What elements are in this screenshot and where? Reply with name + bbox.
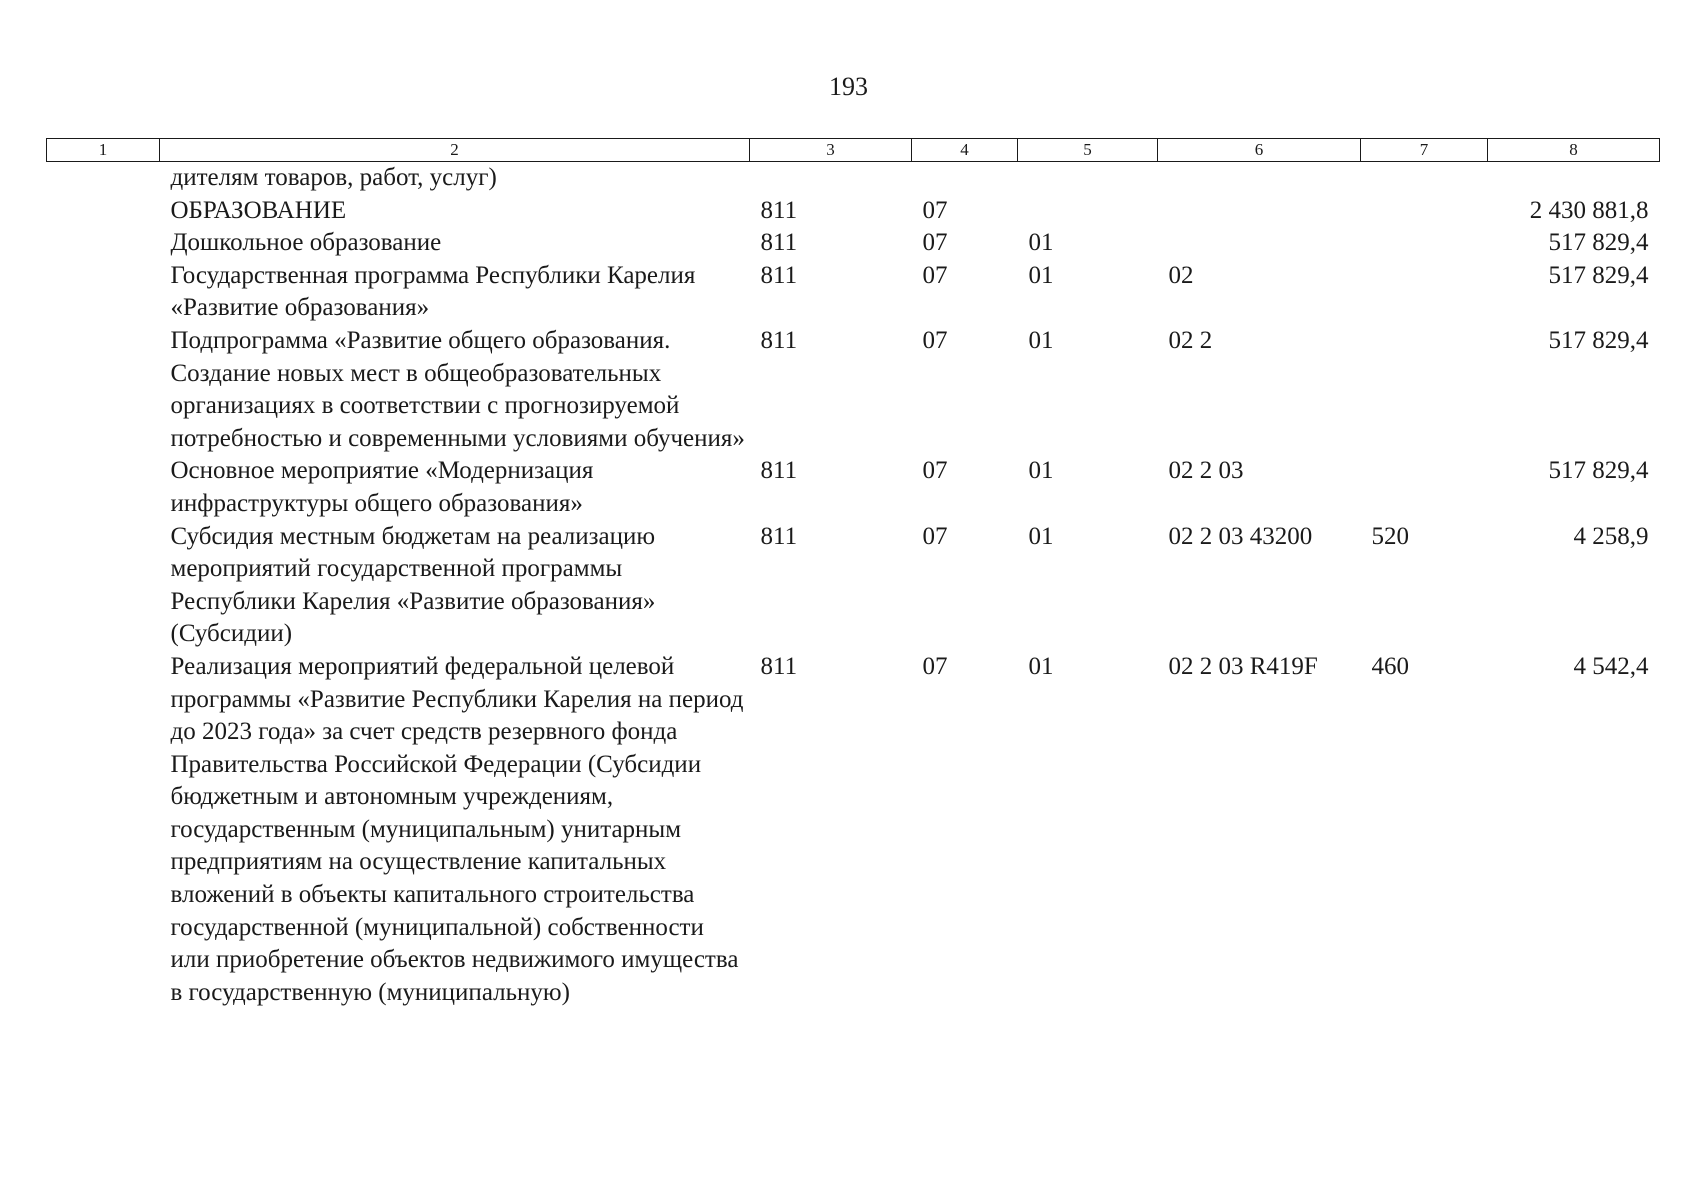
- ministry-code: 811: [760, 261, 798, 289]
- target-article-code: 02: [1168, 261, 1194, 289]
- amount: [1488, 162, 1660, 195]
- item-name: Подпрограмма «Развитие общего образования. Создание новых мест в общеобразовательных организациях в соответствии с прогнозируемой потребностью и современными условиями обучения»: [170, 326, 745, 452]
- row-index-cell: [47, 227, 160, 260]
- subsection-code: 01: [1028, 457, 1054, 485]
- expense-type-code: 520: [1371, 522, 1409, 550]
- budget-table: [46, 138, 1660, 1009]
- column-number-1: 1: [47, 139, 160, 162]
- section-code: 07: [922, 522, 948, 550]
- column-number-7: 7: [1361, 139, 1488, 162]
- ministry-code: 811: [760, 652, 798, 680]
- ministry-code: 811: [760, 522, 798, 550]
- item-name: Дошкольное образование: [170, 229, 442, 257]
- expense-type-code: [1361, 325, 1488, 455]
- column-number-3: 3: [750, 139, 912, 162]
- expense-type-code: 460: [1371, 652, 1409, 680]
- amount: 4 542,4: [1573, 652, 1649, 680]
- column-number-5: 5: [1018, 139, 1158, 162]
- table-row: [47, 325, 1660, 455]
- row-index-cell: [47, 455, 160, 520]
- column-number-2: 2: [160, 139, 750, 162]
- row-index-cell: [47, 260, 160, 325]
- target-article-code: [1158, 162, 1361, 195]
- amount: 517 829,4: [1548, 261, 1649, 289]
- subsection-code: 01: [1028, 652, 1054, 680]
- expense-type-code: [1361, 195, 1488, 228]
- subsection-code: [1018, 195, 1158, 228]
- row-index-cell: [47, 195, 160, 228]
- table-row: [47, 227, 1660, 260]
- row-index-cell: [47, 325, 160, 455]
- target-article-code: 02 2 03: [1168, 457, 1244, 485]
- row-index-cell: [47, 521, 160, 651]
- target-article-code: [1158, 195, 1361, 228]
- item-name: Субсидия местным бюджетам на реализацию мероприятий государственной программы Республики Карелия «Развитие образования» (Субсидии): [170, 522, 656, 648]
- table-row: [47, 260, 1660, 325]
- expense-type-code: [1361, 260, 1488, 325]
- ministry-code: 811: [760, 229, 798, 257]
- target-article-code: 02 2 03 R419F: [1168, 652, 1318, 680]
- amount: 517 829,4: [1548, 457, 1649, 485]
- section-code: 07: [922, 457, 948, 485]
- target-article-code: 02 2: [1168, 326, 1213, 354]
- section-code: 07: [922, 326, 948, 354]
- header-row: [47, 139, 1660, 162]
- table-row: [47, 521, 1660, 651]
- section-code: 07: [922, 261, 948, 289]
- table-row: [47, 162, 1660, 195]
- ministry-code: [750, 162, 912, 195]
- row-index-cell: [47, 162, 160, 195]
- subsection-code: 01: [1028, 522, 1054, 550]
- subsection-code: [1018, 162, 1158, 195]
- item-name: ОБРАЗОВАНИЕ: [170, 196, 347, 224]
- section-code: 07: [922, 652, 948, 680]
- table-row: [47, 195, 1660, 228]
- amount: 517 829,4: [1548, 229, 1649, 257]
- amount: 2 430 881,8: [1529, 196, 1649, 224]
- item-name: Основное мероприятие «Модернизация инфраструктуры общего образования»: [170, 457, 594, 517]
- section-code: [912, 162, 1018, 195]
- target-article-code: [1158, 227, 1361, 260]
- column-number-8: 8: [1488, 139, 1660, 162]
- ministry-code: 811: [760, 326, 798, 354]
- page-number: 193: [829, 72, 868, 101]
- row-index-cell: [47, 651, 160, 1010]
- table-body: [47, 162, 1660, 1010]
- item-name: Государственная программа Республики Карелия «Развитие образования»: [170, 261, 696, 322]
- expense-type-code: [1361, 162, 1488, 195]
- section-code: 07: [922, 196, 948, 224]
- item-name: дителям товаров, работ, услуг): [170, 164, 497, 191]
- subsection-code: 01: [1028, 326, 1054, 354]
- column-number-6: 6: [1158, 139, 1361, 162]
- expense-type-code: [1361, 455, 1488, 520]
- amount: 517 829,4: [1548, 326, 1649, 354]
- amount: 4 258,9: [1573, 522, 1649, 550]
- target-article-code: 02 2 03 43200: [1168, 522, 1313, 550]
- subsection-code: 01: [1028, 261, 1054, 289]
- ministry-code: 811: [760, 196, 798, 224]
- item-name: Реализация мероприятий федеральной целевой программы «Развитие Республики Карелия на период до 2023 года» за счет средств резервного фонда Правительства Российской Федерации (Субсидии бюджетным и автономным учреждениям, государственным (муниципальным) унитарным предприятиям на осуществление капитальных вложений в объекты капитального строительства государственной (муниципальной) собственности или приобретение объектов недвижимого имущества в государственную (муниципальную): [170, 652, 744, 1006]
- ministry-code: 811: [760, 457, 798, 485]
- table-row: [47, 651, 1660, 1010]
- column-number-4: 4: [912, 139, 1018, 162]
- subsection-code: 01: [1028, 229, 1054, 257]
- table-row: [47, 455, 1660, 520]
- table-header: [47, 139, 1660, 162]
- expense-type-code: [1361, 227, 1488, 260]
- section-code: 07: [922, 229, 948, 257]
